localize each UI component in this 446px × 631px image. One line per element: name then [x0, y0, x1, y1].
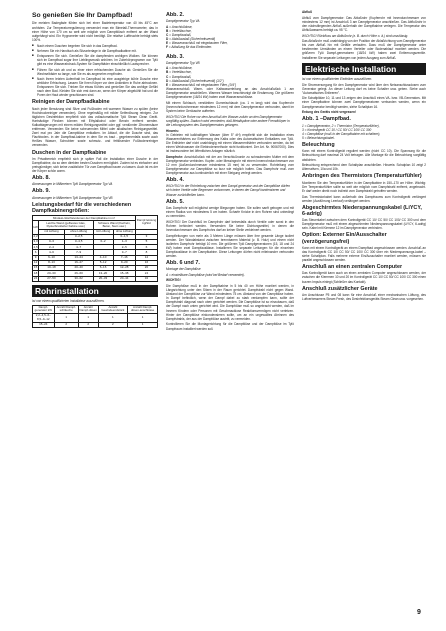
- heading-tips: So genießen Sie Ihr Dampfbad!: [32, 12, 133, 19]
- legend-item: B = Verteilbuchse,: [166, 70, 192, 75]
- abb3-caption: Dampfgenerator Typ VB: [166, 60, 200, 65]
- table-row: [33, 314, 158, 323]
- legend-item: A = Anschlußdose,: [166, 24, 193, 29]
- abb1-legend: [302, 124, 426, 141]
- table-cell: 18: [33, 270, 38, 275]
- pipe-head: Anzahl Dampf-düsen-anschlüsse: [128, 305, 158, 313]
- legend-item: E = Wasseranschluß mit eingebautem Filter, (3/4"): [166, 82, 237, 87]
- table-cell: 6–16: [93, 266, 113, 271]
- perf-head-with-2: mit Lüftung: [93, 229, 113, 234]
- legend-item: 1 = Dampfgenerator, 2 = Thermistor (Temperaturfühler),: [302, 123, 380, 128]
- table-cell: 2: [98, 322, 128, 327]
- table-cell: 0–1,5: [113, 234, 135, 239]
- table-cell: 3–2,5: [64, 234, 93, 239]
- electrical-text: Die Stromversorgung für den Dampfgenerator wird über den Netzanschlussdosen zum Generator gelegt. An dieser Leitung darf es keine Schalter usw. geben. Siehe auch "Automatisches Entleeren".: [302, 82, 426, 95]
- abb67-text-2: Kontrollieren Sie die Montagerichtung für die Dampfdüse und der Dampfdüse im Tylö Dampfraum installiert werden soll.: [166, 322, 294, 331]
- lighting-text: Kann mit einem Kontrollgerät reguliert werden (nicht CC 10). Die Spannung für die Beleuchtung darf maximal 24 Volt betragen. Alle Montage für die Beleuchtung sorgfältig abdichten.: [302, 149, 426, 162]
- abb3-legend: [166, 66, 294, 87]
- abfluss-title: Abfluß: [302, 10, 312, 14]
- table-cell: 20–30: [39, 271, 65, 276]
- perf-head-with: mit Lüftung: [39, 229, 65, 234]
- abb3-text-2: Mit einem Schlauch, verstärkten Gummischlauch (ca. 1 m lang) wird das Kupferrohr (Innenrohrdurchmesser mindestens 12 mm) mit dem Dampfgenerator verbunden, damit im System keine Geräusche auftreten.: [166, 100, 294, 114]
- table-cell: 6–10: [39, 255, 65, 260]
- table-cell: 20–40: [64, 266, 93, 271]
- table-cell: 4–6: [39, 250, 65, 255]
- table-cell: 12: [135, 255, 157, 260]
- table-cell: 9: [33, 255, 39, 260]
- column-middle: [166, 10, 294, 622]
- abb3-warning: WICHTIG! Die Rohre vor dem Anschluß der Wasser-zufuhr an den Dampfgenerator sorgfältig spülen. Dadurch wird vermieden, daß Metallspäne oder andere Fremdkörper in die Leitungssystem des Dampfgenerators gelangen.: [166, 114, 290, 128]
- legend-item: D = Ablaßauslaß (Sicherheitsventil) (1/2"): [166, 78, 224, 83]
- table-cell: 9–20: [113, 260, 135, 265]
- table-cell: 2: [78, 322, 98, 327]
- legend-item: A = Anschlußdose,: [166, 66, 193, 71]
- heading-abb2: Abb. 2.: [166, 12, 184, 18]
- table-cell: 2,2–4,5–6–8,5–9–12: [33, 314, 55, 323]
- perf-table-body: [33, 234, 158, 281]
- performance-table: [32, 215, 158, 282]
- table-cell: 2: [54, 322, 78, 327]
- table-cell: 3–4,5: [64, 240, 93, 245]
- electrical-earth: Erdung des Geräts nicht vergessen!: [302, 110, 356, 115]
- heading-shower: Duschen in der Dampfkabine: [32, 149, 107, 156]
- table-cell: 30–62: [64, 276, 93, 281]
- abb67-warning-label: WICHTIG!: [166, 278, 181, 283]
- table-cell: 16–27: [64, 260, 93, 265]
- abb5-text-2: Dampfleitungen von mehr als 3 Metern Länge müssen über ihre gesamte Länge isoliert werden. Der Wandabstand zwischen brennbarem Material (z. B. Holz) und einem nicht isolierten Dampfrohr beträgt 10 mm. Die größeren Tylö Dampfgeneratoren (15, 18 und 24 kW) haben zwei Dampfauslässe. Installieren Sie separate Leitungen für die einzelnen Dampfauslässe in der Dampfkabine. Diese Leitungen dürfen nicht miteinander verbunden werden.: [166, 233, 294, 259]
- perf-head-kw: kW: [33, 221, 39, 235]
- tips-list: [32, 44, 158, 98]
- table-cell: 16: [135, 260, 157, 265]
- pipe-head: Dampf-generator kW: [33, 305, 55, 313]
- table-cell: 10–18: [39, 266, 65, 271]
- thermistor-text-2: Das Thermistorkabel kann außerhalb des Dampfraums zum Kontrollgerät verlängert werden (Ausführung Leerlauf) verlängert werden.: [302, 194, 426, 203]
- table-cell: 1: [128, 314, 158, 323]
- table-cell: 24: [33, 275, 38, 280]
- table-cell: 27–50: [39, 276, 65, 281]
- abb3-dampfrohr: Dampfrohr: Anschlußstück mit der am Verschlußnorde zu schraubenden Mutter mit dem Dampfgenerator verbinden. Kupfer- oder Messingrohr mit einem Innenrohrdurchmesser von 12 mm (Außendurchmesser mindestens 15 mm) ist zu verwenden. Rohrleitung vom Dampfgenerator zur Dampfdüse so kurz wie möglich halten. Das Dampfrohr muß vom Dampfgenerator aus kontinuierlich mit einer Steigung verlegt werden.: [166, 154, 294, 176]
- page-number: 9: [417, 609, 421, 616]
- pipe-table: [32, 305, 158, 328]
- table-cell: 12–28: [113, 266, 135, 271]
- table-row: [33, 276, 158, 281]
- heading-lighting: Beleuchtung: [302, 142, 335, 149]
- table-cell: 4–7: [64, 245, 93, 250]
- table-cell: 20: [135, 266, 157, 271]
- heading-abb3: Abb. 3.: [166, 53, 184, 60]
- abb9-caption: Abmessungen in Millimetern Tylö Dampfgenerator Typ VB: [32, 195, 113, 200]
- heading-performance: Leistungsbedarf für die verschiedenen Dampfkabinengrößen:: [32, 201, 132, 214]
- legend-item: B = Verteilbuchse,: [166, 28, 192, 33]
- heading-cleaning: Reinigen der Dampfbadkabine: [32, 99, 110, 106]
- heading-thermistor: Anbringen des Thermistors (Temperaturfühler): [302, 173, 422, 180]
- option-text: Kann mit einem Kontrollgerät an einem Dampfbad angeschlossen werden. Anschluß an das Kontrollgerät CC 10/ CC 50/ CC 100/ CC 300 über ein Niederspannungs-kabel – siehe Schaltplan. Falls mehrere externe Ein/Ausschalter montiert werden, müssen sie parallel angeschlossen werden.: [302, 245, 426, 263]
- tip-item: ■ Nach einem Duschen begeben Sie sich in das Dampfbad.: [32, 44, 158, 48]
- abb67-text: Die Dampfdüse muß in der Dampfkabine in 5 bis 40 cm Höhe montiert werden, in Längsrichtung unter den Sitzen in der Raum gerichtet. Dampfstrahl nicht gegen Wand. Abstand der Dampfdüse zur Wand mindestens 75 cm. Abstand von der Dampfdüse haben. In Dampf befindlich, wenn der Dampf dabei zu stark verdampfen kann, sollte der Dampfstrahl diagonal nach oben gerichtet werden. Die Dampfdüse ist so einzubauen, daß der Dampf nach unten gerichtet wird. Die Dampfdüse muß so angebracht werden, daß im Inneren Kindern oder Personen mit Geschmacklose Reaktionsvermögen nicht verletzen. Hinter der Dampfdüse einkondensieren sollte, um an ein ungewolltes Abrinnen des Dampfstrahls, der aus der Dampfdüse austritt, zu vermeiden.: [166, 284, 294, 321]
- thermistor-text: Montieren Sie den Temperaturfühler in der Dampfkabine in 150–170 cm Höhe. Wichtig: Der Temperaturfühler sollte so weit wie möglich vom Dampfstrahl entfernt, angebracht. Er darf weder direkt noch indirekt vom Dampfstrahl getroffen werden.: [302, 180, 426, 193]
- tip-item: ■ Führen Sie sich ab und zu einer einer erfrischenden Dusche ab. Genießen Sie die Wechselbäder so lange, wie Sie es als angenehm empfinden.: [32, 68, 158, 76]
- abb2-legend: [166, 25, 294, 50]
- abfluss-text-2: Das Ablaßrohr muß unabhängig von der Position der Ablaßrichtung vom Dampfgenerator bis zum Abfluß hin mit Gefälle verlaufen. Dazu muß der Dampfgenerator unter bestimmten Umständen an einem Verteiler oder Bodenablauf montiert werden. Die größeren Tylö Dampf-generatoren (18/24 kW) haben zwei Entleerungsventile. Installieren Sie separate Leitungen von jedem Ausgang zum Abfluß.: [302, 39, 426, 60]
- legend-item: 4 = Dampfdüse (muß in der Dampfkabine mit schaltern),: [302, 131, 381, 136]
- abb3-text: Wasseranschluß: Warm- oder Kaltwasserleitung an das Anschlußstück 1 am Dampfgenerator anschließen. Warmes Wasser beschleunigt die Erwärmung. Die größeren Dampfgeneratoren (18/24 kW) haben zwei Wasseranschlüsse.: [166, 87, 294, 100]
- pipe-head: Anzahl Gewindeendstück: [98, 305, 128, 313]
- table-cell: 2–5: [113, 245, 135, 250]
- electrical-intro: Ist von einem qualifizierten Elektriker auszuführen.: [302, 77, 373, 82]
- table-cell: 8: [135, 250, 157, 255]
- pipe-table-body: [33, 314, 158, 328]
- legend-item: C = Dampfauslaß,: [166, 74, 192, 79]
- abfluss-text: Abfluß vom Dampfgenerator: Das Ablaßrohr (Kupferrohr mit Innendurchmesser von mindestens 12 mm) ist Anschluß 3 am Dampfgenerator anschließen. Das Abflußrohr in den nächstliegenden Abfluß außerhalb der Dampfkabine verlegen. Die Temperatur des Abflußwassers beträgt ca. 95 °C.: [302, 15, 426, 32]
- pipe-caption: Ist von einem qualifizierten Installateur auszuführen.: [32, 299, 105, 304]
- table-cell: 2–4: [39, 245, 65, 250]
- table-cell: 1: [54, 314, 78, 323]
- column-left: [32, 10, 158, 622]
- table-cell: 1–3: [113, 240, 135, 245]
- table-cell: 20–33: [93, 276, 113, 281]
- heading-option-switch: Option: Externer Ein/Ausschalter (verzögerungsfrei): [302, 232, 387, 245]
- tip-item: ■ Nach Ihrem letzten Aufenthalt im Dampfbad ist eine ausgiebige kühle Dusche eine wirkliche Erfrischung. Lassen Sie Ihren Körper vor dem Ankleiden in Ruhe abtrocknen. Entspannen Sie sich. Trinken Sie etwas Kühles und genießen Sie das wohlige Gefühl nach dem Bad. Kleiden Sie sich erst dann an, wenn der Körper abgekühlt hat und die Poren der Haut wieder geschlossen sind.: [32, 77, 158, 97]
- perf-head-light: Leichte Wand (gefliestes Glas, Dysterbrustleher Kabine usw.): [39, 221, 93, 229]
- perf-head-without-2: ohne Lüftung: [113, 229, 135, 234]
- legend-item: E = Wasseranschluß mit eingebautem Filter,: [166, 41, 228, 46]
- pipe-head: Anzahl Dampf-schläuche: [54, 305, 78, 313]
- table-cell: 24: [135, 271, 157, 276]
- heading-abb8: Abb. 8.: [32, 175, 50, 182]
- shower-text: Im Privatbereich empfiehlt sich je später Fall die Installation einer Dusche in der Dampfkabine, da so dem direkten besten Duschen ermöglicht. Zudem ist es einfacher und preisgünstiger, sich keine zusätzliche Tür zum Dampfbad bauen zu lassen. Auch ist es der der Körper schön warm.: [32, 156, 158, 174]
- heading-abb4: Abb. 4.: [166, 177, 184, 184]
- table-cell: 4,5: [33, 244, 38, 249]
- legend-item: D = Ablaßauslaß (Sicherheitsventil): [166, 37, 216, 42]
- perf-head-group: Mindest-/Höchstvolumen der Dampfkabine in m³: [33, 216, 136, 221]
- table-cell: 7–9: [64, 250, 93, 255]
- legend-item: F = Ablaßung für das Elektroden.: [166, 45, 213, 50]
- table-cell: 3: [135, 234, 157, 239]
- lighting-text-2: Beleuchtung entsprechend dem Schaltplan anschließen. Hinweis: Schalplan 10 zeigt 2 Alternativen, 10a und 10b.: [302, 163, 426, 172]
- legend-item: C = Dampfauslaß,: [166, 33, 192, 37]
- abb2-caption: Dampfgenerator Typ VA: [166, 19, 200, 24]
- tip-item: ■ Entspannen Sie sich. Genießen Sie die dampfenden wohligen Wolken. Sie können sich im Dampfbad sogar Ihre Lieblingsmusik anhören. Im Zubehörprogramm von Tylö gibt es eine Wasserabdruck-System für Dampfbäder einschließlich Lautsprecher.: [32, 54, 158, 66]
- table-cell: 6: [135, 245, 157, 250]
- heading-electrical-installation: Elektrische Installation: [302, 63, 426, 75]
- table-cell: 3,3: [33, 239, 38, 244]
- legend-item: 5 = Beleuchtungskabel.: [302, 136, 335, 141]
- computer-text: Das Kontrollgerät kann auch an einen zentralen Computer angeschlossen werden, der zwischen die Klemmen 10 und 20 im Kontrollgerät CC 10/ CC 50/ CC 100/ CC 300 einen kurzen Impuls einlegt (Schließer das Kontakt).: [302, 271, 426, 284]
- table-cell: 5: [135, 240, 157, 245]
- table-cell: 20–44: [113, 276, 135, 281]
- abb67-caption: Montage der Dampfdüse: [166, 267, 201, 272]
- low-voltage-text: Das Steuerkabel zwischen dem Kontrollgerät CC 10/ CC 50/ CC 100/ CC 300 und dem Dampfgenerator muß mit einem abgeschirmten Niederspannungskabel (LiYCY, 6-adrig) sein. Kabel mit Klemme 12 im Dampfgenerator verbinden.: [302, 218, 426, 231]
- heading-additional-devices: Anschluß zusätzlicher Geräte: [302, 285, 378, 292]
- abb8-caption: Abmessungen in Millimetern Tylö Dampfgenerator Typ VA: [32, 182, 113, 187]
- table-cell: 1: [78, 314, 98, 323]
- table-cell: 15–38: [113, 271, 135, 276]
- table-cell: 32: [135, 276, 157, 281]
- table-cell: 7–16: [113, 255, 135, 260]
- heading-abb67: Abb. 6 und 7.: [166, 260, 200, 267]
- heading-low-voltage-cable: Abgeschirmtes Niederspannungskabel (LiYCY, 6-adrig): [302, 204, 422, 217]
- table-cell: 13–20: [93, 271, 113, 276]
- heading-pipe-installation: Rohrinstallation: [32, 285, 158, 297]
- table-cell: 1: [128, 322, 158, 327]
- table-cell: 15–24: [33, 322, 55, 327]
- perf-head-heavy: Schwere Wand (Kacheln, Beton, Stein usw.): [93, 221, 135, 229]
- heading-abb9: Abb. 9.: [32, 188, 50, 195]
- legend-item: 3 = Kontrollgerät CC 10 / CC 50/ CC 100/ CC 300: [302, 127, 372, 132]
- table-cell: 13–24: [64, 255, 93, 260]
- table-cell: 3–7: [113, 250, 135, 255]
- perf-head-without: ohne Lüftung: [64, 229, 93, 234]
- tip-item: ■ Nehmen Sie ein Handtuch als Sitzunterlage in die Dampfbadkabine mit.: [32, 49, 158, 53]
- table-cell: 26–60: [64, 271, 93, 276]
- perf-head-power: Dampf-leistung kg/Std: [135, 216, 157, 230]
- table-row: [33, 322, 158, 327]
- tips-intro: Die meisten Badegäste fühlen sich bei einer Badetemperatur von 40 bis 45°C am wohlsten. Zur Temperaturregulierung verwendet man ein Bimetall-Thermometer, das in einer Höhe von 170 cm so weit wie möglich vom Dampfdüsch entfernt an der Wand aufgehängt wird. Ein Hygrometer wird nicht benötigt. Die relative Luftfeuchte beträgt stets 100%.: [32, 21, 158, 42]
- electrical-text-2: Die Schaltplätze 10, 11 und 13 zeigen den Anschluß eines VA- bzw. VB-Generators. Mit einer Dampfkabine können zwei Dampfgeneratoren verbunden werden, wenn ein Dampfgenerator benötigt werden, siehe Schaltplan 16.: [302, 96, 426, 109]
- table-cell: 1: [98, 314, 128, 323]
- table-cell: 6: [33, 250, 39, 255]
- heading-abb5: Abb. 5.: [166, 198, 184, 205]
- table-cell: 2,2: [33, 234, 38, 239]
- table-cell: 15: [33, 265, 38, 270]
- table-cell: 8–13: [39, 260, 65, 265]
- abfluss-warning: WICHTIG! Rückfluss am Abflußrohr (z. B. durch Höhe o. ä.) sind unzulässig.: [302, 33, 409, 38]
- heading-abb1: Abb. 1 –Dampfbad.: [302, 116, 351, 123]
- abb4-warning: WICHTIG! In der Rohrleitung zwischen dem Dampf-generator und der Dampfdüse dürfen sich keine Ventile oder Begrenzer vorkommen, in denen der Dampf kondensieren und Wasser zurückfließen kann.: [166, 184, 290, 197]
- column-right: [302, 10, 426, 622]
- abb5-warning: WICHTIG! Der Durchfluß im Dampfrohr darf keinesfalls durch Ventile oder sonst in den Rohren behindert werden. Verwenden Sie keine Dichtungsmittel, in denen die Innendurchmesser des Dampfrohrs darf an keiner Stelle verkleinert werden.: [166, 219, 294, 232]
- heading-central-computer: Anschluß an einen zentralen Computer: [302, 264, 403, 271]
- cleaning-text: Nach jeder Benutzung sind Sitze und Fußboden mit warmem Wasser zu spülen (keine Hochdruckreiniger verwenden). Ohne regelmäßig mit milder Seifenlösung reinigen. Zur täglichen Desinfektion empfiehlt sich das vollautomatische Tylö Steam Clean Gerät. Hartnäckige Flecken können mit Ethylalkohol oder Benzin entfernt werden. Kalkablagerungen mit einem milden Reinigungsmittel oder ggf. verdünnter Zitronensäure entfernen. Verwenden Sie keine scheuernden Mittel oder alkalischen Reinigungsmittel. Zwei mal pro Jahr die Dampfdüse entkalken. Im Ablauf, die die Dusche sind, das Flachboden- in der Dampfbad-kabine in dem Sie es baut - gegebenenfalls sowie auch Heißes Wasser, Schrubber sowie schmutz- und fettlösender Fußbodenreiniger verwenden.: [32, 106, 158, 148]
- table-cell: 0–3: [39, 240, 65, 245]
- table-cell: 5–12: [93, 260, 113, 265]
- abb3-hinweis: Hinweis: In Gebieten mit kalkhaltigem Wasser (über 5° dH) empfiehlt sich die Installation eines Wasserenthärters zur Entfernung des Kalks oder des Automatischen Entkalkers von Tylö. Die Enthärter darf nicht unabhängig mit einem Wasserenthärter verbunden werden, da bei einem Weichwasser die Elektrodenmethode nicht funktioniert. Der Art. Nr. 90067000). Dies ist insbesondere bei öffentlichen Anlagen nützlich.: [166, 128, 294, 153]
- abb5-text: Das Dampfrohr soll möglichst wenige Biegungen haben. Sie sollen sanft gebogen und mit einem Radius von mindestens 5 cm haben. Scharfe Knicke in den Rohren sind unbedingt zu vermeiden.: [166, 205, 294, 219]
- pipe-head: Anzahl Dampf-düsen: [79, 305, 97, 313]
- abb67-item-a: A = einstellbare Dampfdüse (wird bei Bedarf verwendet).: [166, 272, 245, 277]
- table-cell: 4–10: [93, 255, 113, 260]
- table-cell: 0–2: [93, 240, 113, 245]
- table-cell: 12: [33, 260, 38, 265]
- additional-devices-text: Am Anschlusse P5 und 08 kann für eine Anschluß einer mechanischen Lüftung, des Luftverbesserers Steam Fresh, des Desinfektionsgeräts Steam Clean usw. vorgesehen.: [302, 292, 426, 301]
